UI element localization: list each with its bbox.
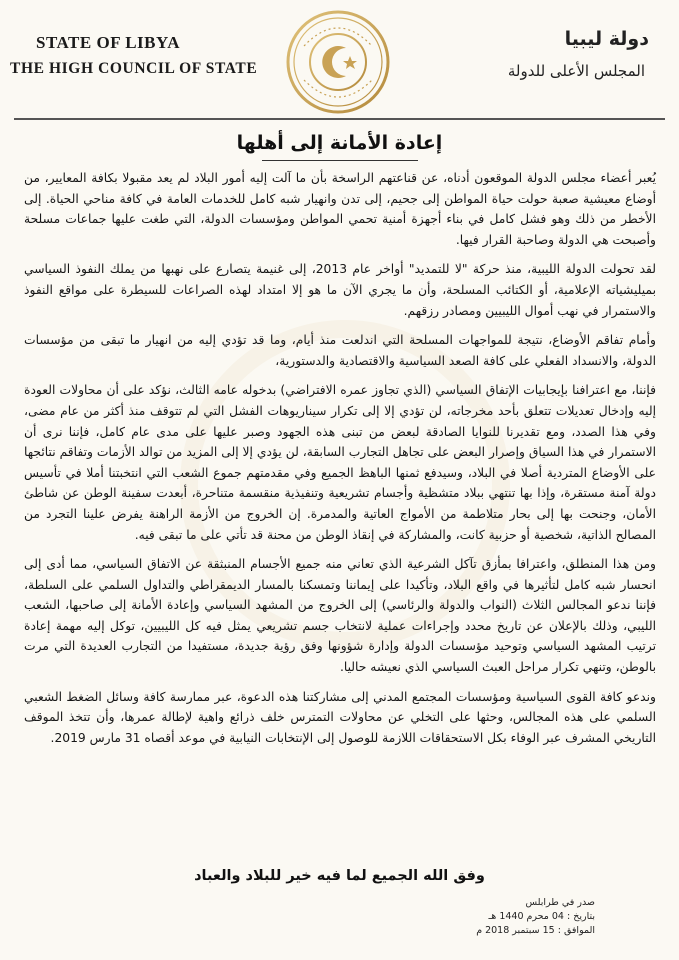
english-council-title: THE HIGH COUNCIL OF STATE [10, 60, 258, 77]
arabic-state-title: دولة ليبيا [564, 28, 649, 50]
document-body [24, 168, 656, 757]
letterhead [0, 0, 679, 118]
document-title: إعادة الأمانة إلى أهلها [236, 132, 443, 154]
paragraph-2: لقد تحولت الدولة الليبية، منذ حركة "لا للتمديد" أواخر عام 2013، إلى غنيمة يتصارع على نهبها من يملك النفوذ السياسي بميليشياته الإعلامية، أو الكتائب المسلحة، وأن ما يجري الآن ما هو إلا امتداد لهذه الصراعات للسيطرة على مواقع النفوذ والاستمرار في نهب أموال الليبيين ومصادر رزقهم. [24, 262, 656, 318]
paragraph-3: وأمام تفاقم الأوضاع، نتيجة للمواجهات المسلحة التي اندلعت منذ أيام، وما قد تؤدي إليه من انهيار ما تبقى من مؤسسات الدولة، والانسداد الفعلي على كافة الصعد السياسية والاقتصادية والدستورية، [24, 333, 656, 368]
english-state-title: STATE OF LIBYA [36, 33, 180, 52]
closing-line: وفق الله الجميع لما فيه خير للبلاد والعباد [194, 868, 485, 884]
issue-info [476, 896, 595, 938]
libya-high-council-seal-icon [284, 6, 392, 118]
arabic-council-title: المجلس الأعلى للدولة [507, 62, 645, 80]
gregorian-date: الموافق : 15 سبتمبر 2018 م [476, 925, 595, 936]
header-divider [14, 118, 665, 120]
issued-place: صدر في طرابلس [525, 897, 595, 908]
hijri-date: بتاريخ : 04 محرم 1440 هـ [488, 911, 595, 922]
title-underline [262, 160, 418, 161]
paragraph-6: وندعو كافة القوى السياسية ومؤسسات المجتمع المدني إلى مشاركتنا هذه الدعوة، عبر ممارسة كافة وسائل الضغط الشعبي السلمي على هذه المجالس، وحثها على التخلي عن محاولات التمترس خلف ذرائع واهية لإطالة عمرها، وأن تتخذ الموقف التاريخي المشرف عبر الوفاء بكل الاستحقاقات اللازمة للوصول إلى الإنتخابات النيابية في موعد أقصاه 31 مارس 2019. [24, 689, 656, 745]
paragraph-5: ومن هذا المنطلق، واعترافا بمأزق تآكل الشرعية الذي تعاني منه جميع الأجسام المنبثقة عن الاتفاق السياسي، مما أدى إلى انحسار شبه كامل لتأثيرها في واقع البلاد، وتأكيدا على إيماننا وتمسكنا بالمسار الديمقراطي والتداول السلمي على السلطة، فإننا ندعو المجالس الثلاث (النواب والدولة والرئاسي) إلى الخروج من المشهد السياسي وإعادة الأمانة إلى صاحبها، الشعب الليبي، وذلك بالإعلان عن تاريخ محدد وإجراءات عملية لانتخاب جسم تشريعي يمثل فيه كل الليبيين، توكل إليه مهمة إعادة ترتيب المشهد السياسي وتوحيد مؤسسات الدولة وإدارة شؤونها وفق رؤية جديدة، مستفيدا من التجارب العديدة التي مرت بالوطن، وتنهي تكرار مراحل العبث السياسي الذي نعيشه حاليا. [24, 557, 656, 675]
paragraph-4: فإننا، مع اعترافنا بإيجابيات الإتفاق السياسي (الذي تجاوز عمره الافتراضي) بدخوله عامه الثالث، نؤكد على أن محاولات العودة إليه وإدخال تعديلات تتعلق بأحد مخرجاته، لن تؤدي إلا إلى تكرار سيناريوهات الفشل التي لم تتوقف منذ أكثر من عام مضى، وفي هذا الصدد، ومع تقديرنا للنوايا الصادقة لبعض من تبنى هذه الجهود وصبر عليها على مدى عام كامل، فإننا نرى أن الاستمرار في هذا السياق وإصرار البعض على تجاهل التجارب السابقة، لن يؤدي إلا إلى المزيد من توالد الأزمات وتفاقم نتائجها على الأوضاع المتردية أصلا في البلاد، وسيدفع ثمنها الباهظ الجميع وفي مقدمتهم جموع الشعب التي انتخبتنا أملا في تأسيس دولة آمنة مستقرة، وإذا بها تنتهي ببلاد متشظية وأجسام تشريعية وتنفيذية منقسمة متناحرة، أبعدت سفينة الوطن عن شاطئ الأمان، وجنحت بها إلى بحار متلاطمة من الأمواج العاتية والمدمرة. إن الخروج من الأزمة الراهنة يفرض علينا التجرد من المصالح الذاتية، شخصية أو حزبية كانت، والمشاركة في إنقاذ الوطن من محنة قد تأتي على ما تبقى فيه. [24, 383, 656, 542]
paragraph-1: يُعبر أعضاء مجلس الدولة الموقعون أدناه، عن قناعتهم الراسخة بأن ما آلت إليه أمور البلاد لم يعد مقبولا بكافة المعايير، من أوضاع معيشية صعبة حولت حياة المواطن إلى جحيم، إلى تدن وانهيار شبه كامل للخدمات العامة في كافة مناحي الحياة. إلى الأخطر من ذلك وهو فشل كامل في بناء أجهزة أمنية تحمي المواطن ومؤسسات الدولة، التي طغت عليها جماعات مسلحة وأصبحت هي الدولة وصاحبة القرار فيها. [24, 171, 656, 247]
